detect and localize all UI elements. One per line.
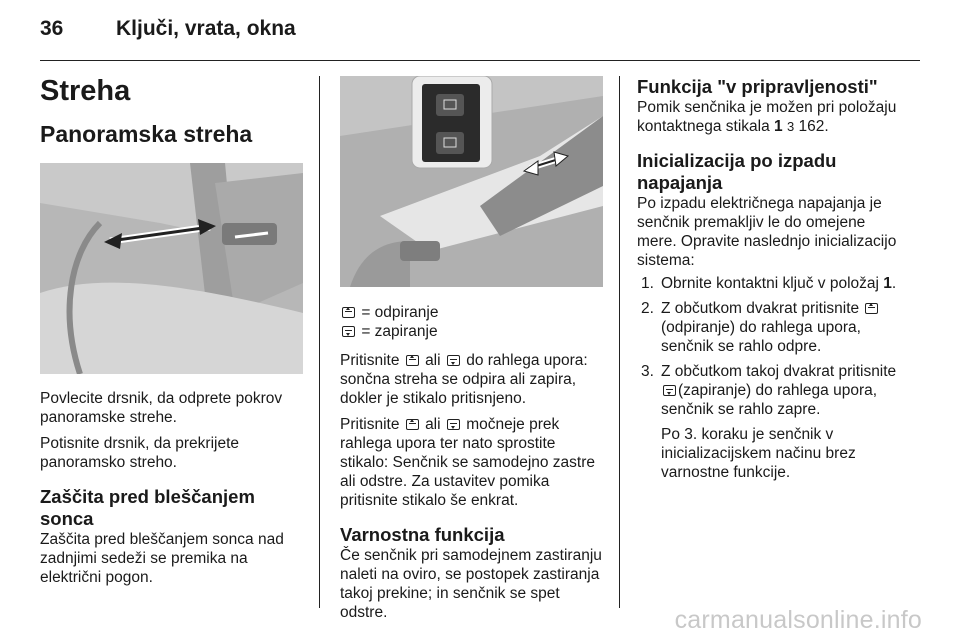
paragraph: Po izpadu električnega napajanja je senčnik premakljiv le do omejene mere. Opravite naslednjo inicializacijo sistema:	[637, 195, 897, 269]
paragraph: Pritisnite ali do rahlega upora: sončna streha se odpira ali zapira, dokler je stikalo pritisnjeno.	[340, 352, 588, 407]
sunshade-switch-illustration	[340, 76, 603, 287]
list-item: 1. Obrnite kontaktni ključ v položaj 1.	[641, 275, 897, 292]
list-item: 3. Z občutkom takoj dvakrat pritisnite (zapiranje) do rahlega upora, senčnik se rahlo zapre.	[641, 363, 897, 418]
sunshade-open-icon	[406, 355, 419, 366]
paragraph: Pomik senčnika je možen pri položaju kontaktnega stikala 1 3 162.	[637, 99, 897, 135]
page-number: 36	[40, 17, 64, 40]
paragraph: Povlecite drsnik, da odprete pokrov panoramske strehe.	[40, 390, 283, 426]
section-heading: Streha	[40, 75, 131, 107]
list-item: 2. Z občutkom dvakrat pritisnite (odpiranje) do rahlega upora, senčnik se rahlo odpre.	[637, 299, 907, 356]
legend-open: = odpiranje	[340, 303, 605, 322]
sunshade-close-icon	[447, 355, 460, 366]
paragraph: Pritisnite ali močneje prek rahlega upora ter nato sprostite stikalo: Senčnik se samodejno zastre ali odstre. Za ustavitev pomika pritisnite stikalo še enkrat.	[340, 416, 596, 509]
column-1	[40, 74, 305, 148]
subheading-glare: Zaščita pred bleščanjem sonca	[40, 486, 255, 529]
sunshade-open-icon	[865, 303, 878, 314]
sunshade-open-icon	[342, 307, 355, 318]
sunshade-close-icon	[663, 385, 676, 396]
subsection-heading: Panoramska streha	[40, 121, 253, 147]
legend-close: = zapiranje	[340, 322, 605, 341]
page-reference-arrow-icon: 3	[786, 119, 795, 134]
sunshade-switch-photo	[340, 76, 603, 287]
column-divider-2	[619, 76, 620, 608]
sunshade-open-icon	[406, 419, 419, 430]
paragraph: Zaščita pred bleščanjem sonca nad zadnjimi sedeži se premika na električni pogon.	[40, 531, 284, 586]
paragraph: Potisnite drsnik, da prekrijete panoramsko streho.	[40, 435, 240, 471]
watermark: carmanualsonline.info	[674, 606, 922, 634]
subheading-standby: Funkcija "v pripravljenosti"	[637, 76, 878, 97]
sunshade-close-icon	[447, 419, 460, 430]
column-2-text	[340, 303, 605, 629]
sunshade-close-icon	[342, 326, 355, 337]
chapter-title: Ključi, vrata, okna	[116, 17, 296, 40]
subheading-init: Inicializacija po izpadu napajanja	[637, 150, 837, 193]
note-paragraph: Po 3. koraku je senčnik v inicializacijskem načinu brez varnostne funkcije.	[661, 426, 856, 481]
subheading-safety: Varnostna funkcija	[340, 524, 505, 545]
column-1-text	[40, 389, 305, 594]
panoramic-roof-photo	[40, 163, 303, 374]
column-divider-1	[319, 76, 320, 608]
paragraph: Če senčnik pri samodejnem zastiranju naleti na oviro, se postopek zastiranja takoj prekine; in senčnik se spet odstre.	[340, 547, 602, 621]
column-3-text	[637, 76, 907, 489]
panoramic-roof-illustration	[40, 163, 303, 374]
init-steps	[637, 274, 907, 419]
header-rule	[40, 60, 920, 61]
